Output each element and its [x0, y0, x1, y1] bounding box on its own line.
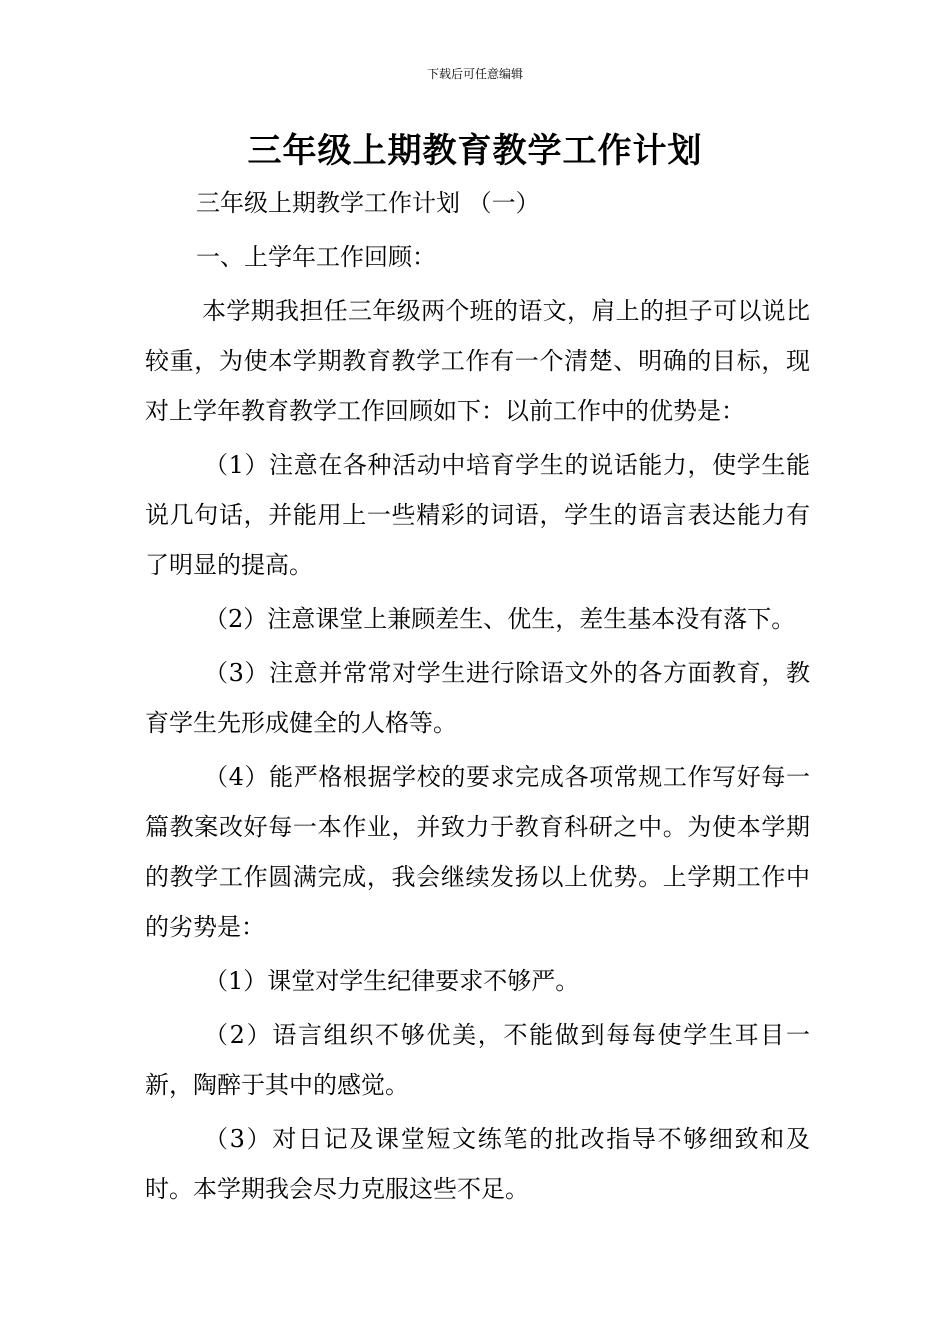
- document-subtitle: 三年级上期教学工作计划 （一）: [196, 189, 540, 217]
- strength-item-1: （1）注意在各种活动中培育学生的说话能力，使学生能说几句话，并能用上一些精彩的词语，学生的语言表达能力有了明显的提高。: [145, 451, 810, 579]
- weakness-item-1: （1）课堂对学生纪律要求不够严。: [204, 967, 580, 995]
- strength-item-2: （2）注意课堂上兼顾差生、优生，差生基本没有落下。: [204, 605, 796, 633]
- intro-paragraph: 本学期我担任三年级两个班的语文，肩上的担子可以说比较重，为使本学期教育教学工作有一个清楚、明确的目标，现对上学年教育教学工作回顾如下：以前工作中的优势是：: [145, 297, 810, 425]
- header-note: 下载后可任意编辑: [426, 67, 523, 81]
- weakness-item-2: （2）语言组织不够优美，不能做到每每使学生耳目一新，陶醉于其中的感觉。: [145, 1021, 810, 1099]
- strength-item-3: （3）注意并常常对学生进行除语文外的各方面教育，教育学生先形成健全的人格等。: [145, 659, 810, 737]
- document-body: [145, 178, 810, 1218]
- strength-item-4: （4）能严格根据学校的要求完成各项常规工作写好每一篇教案改好每一本作业，并致力于教育科研之中。为使本学期的教学工作圆满完成，我会继续发扬以上优势。上学期工作中的劣势是：: [145, 763, 810, 941]
- document-title: 三年级上期教育教学工作计划: [247, 131, 703, 171]
- weakness-item-3: （3）对日记及课堂短文练笔的批改指导不够细致和及时。本学期我会尽力克服这些不足。: [145, 1125, 810, 1203]
- section-heading-review: 一、上学年工作回顾：: [196, 243, 436, 271]
